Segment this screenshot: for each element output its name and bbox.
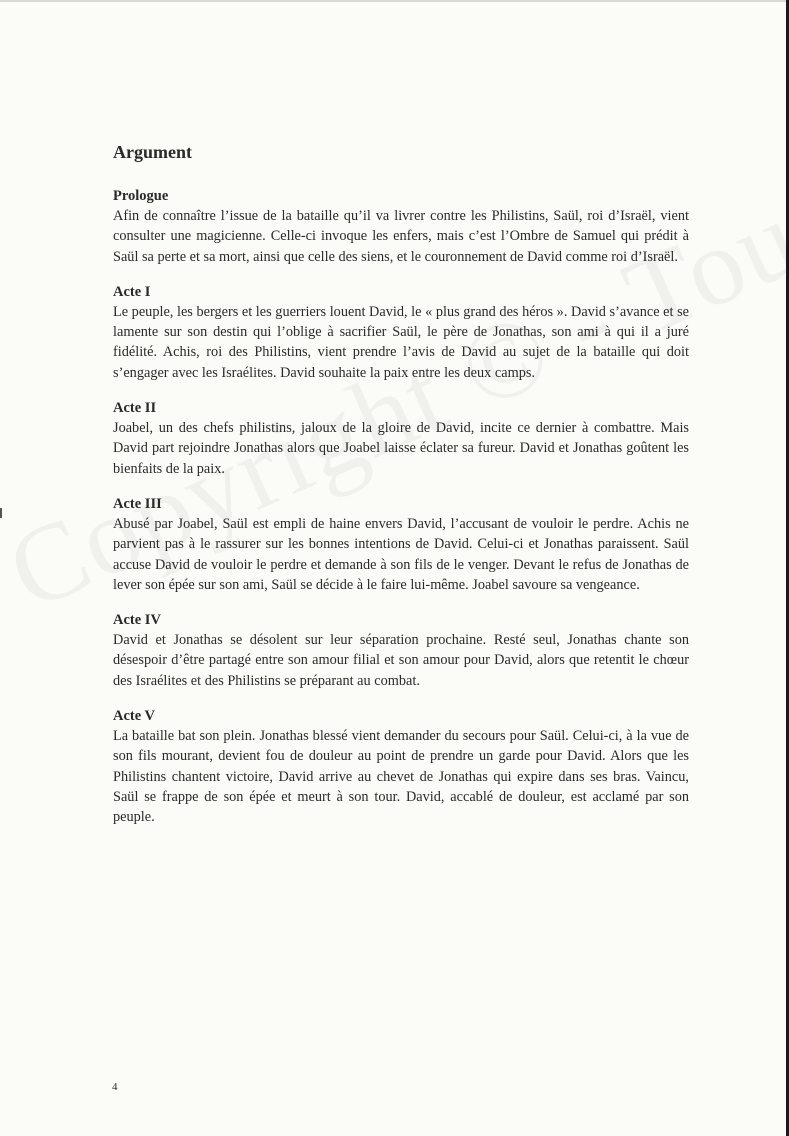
page-title: Argument (113, 142, 192, 162)
section-heading: Acte I (113, 283, 151, 300)
section-heading: Acte III (113, 495, 162, 512)
page-top-edge (0, 0, 789, 2)
section-acte-4 (113, 610, 689, 691)
section-text: Le peuple, les bergers et les guerriers louent David, le « plus grand des héros ». David s’avance et se lamente sur son destin qui l’oblige à sacrifier Saül, le père de Jonathas, son ami à qui il a juré fidélité. Achis, roi des Philistins, vient prendre l’avis de David au sujet de la bataille qui doit s’engager avec les Israélites. David souhaite la paix entre les deux camps. (113, 303, 689, 381)
section-text: Abusé par Joabel, Saül est empli de haine envers David, l’accusant de vouloir le perdre. Achis ne parvient pas à le rassurer sur les bonnes intentions de David. Celui-ci et Jonathas paraissent. Saül accuse David de vouloir le perdre et demande à son fils de le venger. Devant le refus de Jonathas de lever son épée sur son ami, Saül se décide à le faire lui-même. Joabel savoure sa vengeance. (113, 515, 689, 593)
section-heading: Acte V (113, 708, 156, 725)
section-text: La bataille bat son plein. Jonathas blessé vient demander du secours pour Saül. Celui-ci, à la vue de son fils mourant, devient fou de douleur au point de prendre un garde pour David. Alors que les Philistins chantent victoire, David arrive au chevet de Jonathas qui expire dans ses bras. Vaincu, Saül se frappe de son épée et meurt à son tour. David, accablé de douleur, est acclamé par son peuple. (113, 728, 689, 826)
section-text: Afin de connaître l’issue de la bataille qu’il va livrer contre les Philistins, Saül, roi d’Israël, vient consulter une magicienne. Celle-ci invoque les enfers, mais c’est l’Ombre de Samuel qui prédit à Saül sa perte et sa mort, ainsi que celle des siens, et le couronnement de David comme roi d’Israël. (113, 208, 689, 265)
section-prologue (113, 186, 689, 267)
section-heading: Acte IV (113, 612, 161, 629)
document-body (113, 140, 689, 843)
section-acte-3 (113, 494, 689, 595)
page-number: 4 (112, 1081, 118, 1093)
section-text: David et Jonathas se désolent sur leur séparation prochaine. Resté seul, Jonathas chante son désespoir d’être partagé entre son amour filial et son amour pour David, alors que retentit le chœur des Israélites et des Philistins se préparant au combat. (113, 632, 689, 689)
section-heading: Acte II (113, 400, 157, 417)
margin-mark (0, 508, 2, 518)
section-text: Joabel, un des chefs philistins, jaloux de la gloire de David, incite ce dernier à combattre. Mais David part rejoindre Jonathas alors que Joabel laisse éclater sa fureur. David et Jonathas goûtent les bienfaits de la paix. (113, 420, 689, 477)
section-acte-1 (113, 282, 689, 383)
section-acte-5 (113, 706, 689, 827)
section-heading: Prologue (113, 188, 169, 204)
section-acte-2 (113, 398, 689, 479)
